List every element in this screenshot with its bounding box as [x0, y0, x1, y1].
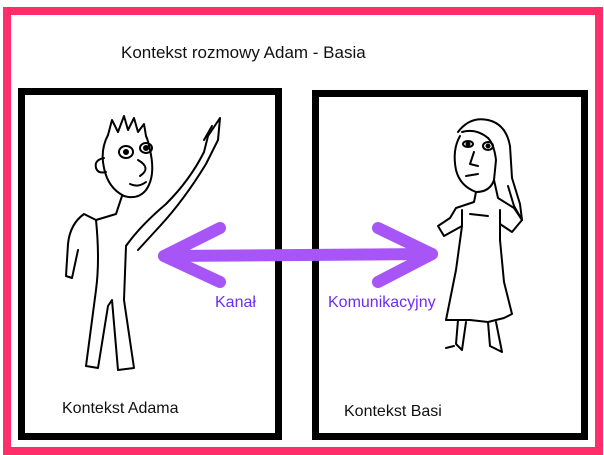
adam-context-label: Kontekst Adama: [62, 400, 179, 417]
channel-double-arrow: [164, 228, 432, 282]
basia-context-label: Kontekst Basi: [344, 403, 442, 420]
diagram-title: Kontekst rozmowy Adam - Basia: [121, 43, 366, 62]
channel-label-kanal: Kanał: [215, 294, 256, 311]
channel-label-komunikacyjny: Komunikacyjny: [328, 294, 436, 311]
basia-figure: [438, 119, 522, 352]
